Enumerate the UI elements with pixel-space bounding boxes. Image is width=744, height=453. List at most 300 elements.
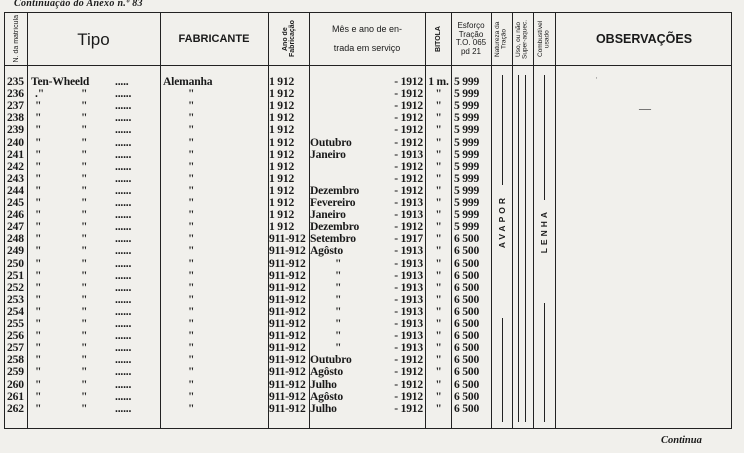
cell-bitola: " bbox=[435, 268, 442, 282]
cell-ano-servico: - 1913 bbox=[394, 244, 423, 258]
cell-fabricante: " bbox=[188, 220, 195, 234]
cell-ano-fabricacao: 1 912 bbox=[269, 183, 295, 197]
cell-esforco-tracao: 6 500 bbox=[454, 280, 480, 294]
cell-bitola: " bbox=[435, 377, 442, 391]
cell-tipo-dots: ...... bbox=[115, 377, 132, 391]
cell-tipo-ditto: " bbox=[81, 232, 88, 246]
cell-matricula: 260 bbox=[7, 377, 24, 391]
page-header-note: Continuação do Anexo n.º 83 bbox=[14, 0, 143, 9]
col-divider bbox=[451, 13, 452, 428]
cell-ano-fabricacao: 1 912 bbox=[269, 196, 295, 209]
col-divider bbox=[27, 13, 28, 428]
cell-tipo-ditto: " bbox=[81, 171, 88, 185]
cell-ano-fabricacao: 911-912 bbox=[269, 329, 306, 343]
cell-tipo-dots: ...... bbox=[115, 232, 132, 246]
cell-esforco-tracao: 5 999 bbox=[454, 220, 480, 234]
cell-matricula: 246 bbox=[7, 208, 24, 222]
cell-bitola: " bbox=[435, 99, 442, 113]
cell-esforco-tracao: 5 999 bbox=[454, 135, 480, 149]
cell-matricula: 240 bbox=[7, 135, 24, 149]
cell-bitola: " bbox=[435, 220, 442, 234]
cell-tipo: " bbox=[35, 111, 42, 125]
cell-tipo-dots: ...... bbox=[115, 292, 132, 306]
cell-tipo-dots: ...... bbox=[115, 220, 132, 234]
cell-ano-servico: - 1913 bbox=[394, 147, 423, 161]
cell-esforco-tracao: 6 500 bbox=[454, 341, 480, 355]
cell-esforco-tracao: 5 999 bbox=[454, 159, 480, 173]
natureza-bar-upper bbox=[502, 75, 503, 185]
cell-matricula: 248 bbox=[7, 232, 24, 246]
cell-ano-servico: - 1912 bbox=[394, 123, 423, 137]
cell-tipo-ditto: " bbox=[81, 111, 88, 125]
cell-ano-fabricacao: 1 912 bbox=[269, 111, 295, 125]
cell-tipo-dots: ...... bbox=[115, 317, 132, 330]
cell-tipo: " bbox=[35, 220, 42, 234]
cell-matricula: 238 bbox=[7, 111, 24, 125]
cell-ano-servico: - 1912 bbox=[394, 135, 423, 149]
cell-esforco-tracao: 6 500 bbox=[454, 292, 480, 306]
cell-ano-servico: - 1912 bbox=[394, 389, 423, 403]
cell-tipo-dots: ...... bbox=[115, 389, 132, 403]
cell-tipo-dots: ...... bbox=[115, 268, 132, 282]
cell-bitola: " bbox=[435, 401, 442, 415]
cell-bitola: " bbox=[435, 135, 442, 149]
cell-tipo-ditto: " bbox=[81, 353, 88, 367]
cell-esforco-tracao: 5 999 bbox=[454, 183, 480, 197]
col-divider bbox=[512, 13, 513, 428]
cell-fabricante: " bbox=[188, 123, 195, 137]
cell-tipo-ditto: " bbox=[81, 317, 88, 330]
cell-mes-servico bbox=[310, 88, 374, 99]
cell-mes-servico: " bbox=[335, 292, 342, 306]
cell-mes-servico: Julho bbox=[310, 401, 337, 415]
cell-tipo: " bbox=[35, 135, 42, 149]
cell-tipo: " bbox=[35, 183, 42, 197]
cell-ano-fabricacao: 1 912 bbox=[269, 220, 295, 234]
header-mes-line2: trada em serviço bbox=[333, 43, 401, 53]
cell-matricula: 243 bbox=[7, 171, 24, 185]
cell-mes-servico: " bbox=[335, 304, 342, 318]
cell-bitola: " bbox=[435, 244, 442, 258]
cell-tipo-dots: ...... bbox=[115, 147, 132, 161]
cell-mes-servico bbox=[310, 100, 374, 111]
cell-mes-servico: Outubro bbox=[310, 353, 352, 367]
cell-ano-fabricacao: 911-912 bbox=[269, 292, 306, 306]
col-divider bbox=[533, 13, 534, 428]
combustivel-lenha-label: LENHA bbox=[539, 209, 549, 254]
cell-ano-servico: - 1912 bbox=[394, 99, 423, 113]
cell-mes-servico: " bbox=[335, 256, 342, 270]
cell-bitola: " bbox=[435, 280, 442, 294]
cell-ano-servico: - 1912 bbox=[394, 183, 423, 197]
col-divider bbox=[160, 13, 161, 428]
cell-matricula: 236 bbox=[7, 87, 24, 101]
cell-tipo-ditto: " bbox=[81, 159, 88, 173]
cell-tipo-dots: ...... bbox=[115, 171, 132, 185]
cell-mes-servico: Agôsto bbox=[310, 365, 343, 379]
cell-tipo: " bbox=[35, 292, 42, 306]
combustivel-bar-lower bbox=[544, 303, 545, 422]
cell-tipo: " bbox=[35, 159, 42, 173]
cell-ano-fabricacao: 911-912 bbox=[269, 377, 306, 391]
header-bitola bbox=[425, 13, 451, 65]
header-esforco-2: Tração bbox=[458, 29, 484, 39]
header-fabricante: FABRICANTE bbox=[178, 32, 250, 45]
cell-matricula: 254 bbox=[7, 304, 24, 318]
cell-tipo-ditto: " bbox=[81, 341, 88, 355]
cell-tipo-ditto: " bbox=[81, 147, 88, 161]
cell-mes-servico bbox=[310, 173, 374, 184]
cell-tipo-dots: ...... bbox=[115, 183, 132, 197]
header-natureza-text: Natureza da Tração bbox=[494, 21, 508, 57]
cell-matricula: 245 bbox=[7, 196, 24, 209]
cell-mes-servico: " bbox=[335, 280, 342, 294]
cell-ano-fabricacao: 911-912 bbox=[269, 401, 306, 415]
cell-mes-servico: Agôsto bbox=[310, 244, 343, 258]
cell-esforco-tracao: 5 999 bbox=[454, 171, 480, 185]
cell-tipo: " bbox=[35, 244, 42, 258]
header-mes-ano-servico bbox=[309, 13, 425, 65]
cell-mes-servico: Dezembro bbox=[310, 183, 360, 197]
cell-bitola: " bbox=[435, 292, 442, 306]
cell-fabricante: " bbox=[188, 135, 195, 149]
cell-bitola: 1 m. bbox=[428, 75, 449, 88]
cell-tipo-dots: ...... bbox=[115, 401, 132, 415]
cell-tipo-dots: ...... bbox=[115, 111, 132, 125]
cell-tipo-dots: ...... bbox=[115, 341, 132, 355]
cell-ano-fabricacao: 1 912 bbox=[269, 147, 295, 161]
header-esforco-3: T.O. 065 bbox=[455, 38, 487, 47]
cell-tipo-dots: ...... bbox=[115, 256, 132, 270]
cell-ano-servico: - 1913 bbox=[394, 268, 423, 282]
header-observacoes: OBSERVAÇÕES bbox=[595, 31, 693, 46]
cell-ano-fabricacao: 1 912 bbox=[269, 99, 295, 113]
cell-fabricante: " bbox=[188, 183, 195, 197]
cell-tipo: " bbox=[35, 147, 42, 161]
col-divider bbox=[491, 13, 492, 428]
cell-fabricante: " bbox=[188, 147, 195, 161]
cell-bitola: " bbox=[435, 159, 442, 173]
cell-tipo: " bbox=[35, 99, 42, 113]
cell-ano-servico: - 1913 bbox=[394, 341, 423, 355]
cell-tipo-dots: ...... bbox=[115, 123, 132, 137]
cell-tipo-dots: ..... bbox=[115, 75, 129, 88]
continua-footer: Continua bbox=[661, 435, 702, 446]
cell-esforco-tracao: 6 500 bbox=[454, 317, 480, 330]
header-esforco-tracao bbox=[451, 13, 491, 65]
cell-tipo-dots: ...... bbox=[115, 99, 132, 113]
cell-tipo-dots: ...... bbox=[115, 135, 132, 149]
cell-bitola: " bbox=[435, 389, 442, 403]
cell-matricula: 242 bbox=[7, 159, 24, 173]
cell-fabricante: " bbox=[188, 159, 195, 173]
cell-ano-fabricacao: 911-912 bbox=[269, 365, 306, 379]
cell-ano-servico: - 1912 bbox=[394, 75, 423, 88]
cell-fabricante: " bbox=[188, 341, 195, 355]
cell-mes-servico: " bbox=[335, 268, 342, 282]
cell-fabricante: " bbox=[188, 99, 195, 113]
cell-matricula: 261 bbox=[7, 389, 24, 403]
cell-esforco-tracao: 6 500 bbox=[454, 244, 480, 258]
cell-fabricante: " bbox=[188, 377, 195, 391]
cell-mes-servico bbox=[310, 124, 374, 135]
cell-bitola: " bbox=[435, 87, 442, 101]
cell-tipo-dots: ...... bbox=[115, 244, 132, 258]
cell-matricula: 256 bbox=[7, 329, 24, 343]
header-superaquec-text: Uso, ou não Super-aquec. bbox=[515, 19, 529, 59]
cell-tipo: " bbox=[35, 353, 42, 367]
cell-esforco-tracao: 5 999 bbox=[454, 75, 480, 88]
cell-mes-servico: Dezembro bbox=[310, 220, 360, 234]
cell-tipo-ditto: " bbox=[81, 377, 88, 391]
cell-ano-fabricacao: 911-912 bbox=[269, 341, 306, 355]
cell-matricula: 239 bbox=[7, 123, 24, 137]
locomotive-register-table bbox=[4, 12, 732, 429]
cell-bitola: " bbox=[435, 256, 442, 270]
cell-mes-servico bbox=[310, 112, 374, 123]
cell-mes-servico: " bbox=[335, 341, 342, 355]
header-divider bbox=[5, 65, 731, 66]
header-ano-text: Ano de Fabricação bbox=[281, 20, 296, 58]
cell-tipo-ditto: " bbox=[81, 183, 88, 197]
cell-ano-servico: - 1913 bbox=[394, 280, 423, 294]
cell-matricula: 262 bbox=[7, 401, 24, 415]
cell-mes-servico: " bbox=[335, 317, 342, 330]
cell-fabricante: " bbox=[188, 244, 195, 258]
cell-matricula: 241 bbox=[7, 147, 24, 161]
cell-tipo-ditto: " bbox=[81, 99, 88, 113]
cell-tipo-ditto: " bbox=[81, 401, 88, 415]
cell-tipo-dots: ...... bbox=[115, 365, 132, 379]
cell-ano-servico: - 1913 bbox=[394, 208, 423, 222]
cell-matricula: 258 bbox=[7, 353, 24, 367]
cell-esforco-tracao: 6 500 bbox=[454, 329, 480, 343]
cell-matricula: 250 bbox=[7, 256, 24, 270]
cell-ano-servico: - 1912 bbox=[394, 220, 423, 234]
cell-fabricante: " bbox=[188, 401, 195, 415]
cell-tipo-ditto: " bbox=[81, 135, 88, 149]
cell-fabricante: " bbox=[188, 171, 195, 185]
header-bitola-text: BITOLA bbox=[434, 26, 442, 52]
cell-ano-fabricacao: 911-912 bbox=[269, 304, 306, 318]
cell-tipo-ditto: " bbox=[81, 304, 88, 318]
cell-esforco-tracao: 6 500 bbox=[454, 353, 480, 367]
cell-ano-fabricacao: 1 912 bbox=[269, 75, 295, 88]
cell-tipo-ditto: " bbox=[81, 87, 88, 101]
cell-bitola: " bbox=[435, 123, 442, 137]
superaquec-bar-left bbox=[518, 75, 519, 422]
cell-ano-fabricacao: 1 912 bbox=[269, 123, 295, 137]
cell-tipo: " bbox=[35, 280, 42, 294]
cell-tipo-dots: ...... bbox=[115, 196, 132, 209]
cell-ano-fabricacao: 911-912 bbox=[269, 353, 306, 367]
cell-matricula: 235 bbox=[7, 75, 24, 88]
natureza-vapor-label: AVAPOR bbox=[497, 195, 507, 249]
cell-bitola: " bbox=[435, 111, 442, 125]
cell-tipo-ditto: " bbox=[81, 196, 88, 209]
observacoes-speck: · bbox=[595, 73, 598, 83]
cell-tipo: " bbox=[35, 232, 42, 246]
header-superaquecimento bbox=[512, 13, 533, 65]
cell-ano-fabricacao: 1 912 bbox=[269, 135, 295, 149]
header-mes-line1: Mês e ano de en- bbox=[331, 24, 403, 34]
header-matricula-text: N. da matrícula bbox=[12, 15, 20, 63]
cell-tipo: " bbox=[35, 123, 42, 137]
cell-esforco-tracao: 5 999 bbox=[454, 111, 480, 125]
cell-bitola: " bbox=[435, 365, 442, 379]
header-tipo: Tipo bbox=[77, 29, 110, 49]
cell-bitola: " bbox=[435, 317, 442, 330]
cell-esforco-tracao: 6 500 bbox=[454, 232, 480, 246]
cell-matricula: 249 bbox=[7, 244, 24, 258]
cell-esforco-tracao: 5 999 bbox=[454, 87, 480, 101]
cell-tipo-dots: ...... bbox=[115, 329, 132, 343]
cell-matricula: 252 bbox=[7, 280, 24, 294]
cell-esforco-tracao: 6 500 bbox=[454, 389, 480, 403]
cell-tipo-dots: ...... bbox=[115, 208, 132, 222]
cell-tipo-ditto: " bbox=[81, 123, 88, 137]
cell-tipo-dots: ...... bbox=[115, 353, 132, 367]
cell-fabricante: " bbox=[188, 196, 195, 209]
cell-tipo: " bbox=[35, 341, 42, 355]
cell-ano-servico: - 1912 bbox=[394, 171, 423, 185]
cell-tipo-ditto: " bbox=[81, 329, 88, 343]
cell-mes-servico: Julho bbox=[310, 377, 337, 391]
cell-bitola: " bbox=[435, 353, 442, 367]
cell-tipo-ditto: " bbox=[81, 268, 88, 282]
cell-bitola: " bbox=[435, 341, 442, 355]
cell-fabricante: " bbox=[188, 329, 195, 343]
cell-bitola: " bbox=[435, 183, 442, 197]
cell-mes-servico: Agôsto bbox=[310, 389, 343, 403]
cell-esforco-tracao: 5 999 bbox=[454, 99, 480, 113]
cell-tipo-dots: ...... bbox=[115, 280, 132, 294]
cell-ano-servico: - 1913 bbox=[394, 196, 423, 209]
cell-matricula: 255 bbox=[7, 317, 24, 330]
cell-ano-servico: - 1913 bbox=[394, 256, 423, 270]
cell-esforco-tracao: 6 500 bbox=[454, 377, 480, 391]
cell-tipo-dots: ...... bbox=[115, 159, 132, 173]
cell-ano-servico: - 1912 bbox=[394, 377, 423, 391]
cell-fabricante: " bbox=[188, 208, 195, 222]
cell-ano-fabricacao: 911-912 bbox=[269, 244, 306, 258]
cell-ano-servico: - 1912 bbox=[394, 111, 423, 125]
cell-mes-servico: Fevereiro bbox=[310, 196, 356, 209]
cell-matricula: 257 bbox=[7, 341, 24, 355]
cell-fabricante: Alemanha bbox=[163, 75, 213, 88]
cell-tipo: " bbox=[35, 389, 42, 403]
cell-tipo: " bbox=[35, 365, 42, 379]
cell-tipo: " bbox=[35, 196, 42, 209]
cell-tipo: " bbox=[35, 268, 42, 282]
header-esforco-4: pd 21 bbox=[460, 46, 482, 56]
cell-matricula: 251 bbox=[7, 268, 24, 282]
cell-tipo: " bbox=[35, 401, 42, 415]
cell-ano-servico: - 1913 bbox=[394, 329, 423, 343]
cell-ano-servico: - 1917 bbox=[394, 232, 423, 246]
cell-mes-servico: Setembro bbox=[310, 232, 356, 246]
cell-matricula: 237 bbox=[7, 99, 24, 113]
cell-ano-fabricacao: 911-912 bbox=[269, 268, 306, 282]
cell-mes-servico: Janeiro bbox=[310, 147, 346, 161]
cell-tipo-ditto: " bbox=[81, 389, 88, 403]
cell-matricula: 247 bbox=[7, 220, 24, 234]
cell-matricula: 259 bbox=[7, 365, 24, 379]
superaquec-bar-right bbox=[525, 75, 526, 422]
cell-ano-servico: - 1912 bbox=[394, 401, 423, 415]
cell-esforco-tracao: 5 999 bbox=[454, 123, 480, 137]
header-ano-fabricacao bbox=[268, 13, 309, 65]
cell-tipo-ditto: " bbox=[81, 292, 88, 306]
cell-esforco-tracao: 6 500 bbox=[454, 401, 480, 415]
cell-fabricante: " bbox=[188, 87, 195, 101]
cell-fabricante: " bbox=[188, 292, 195, 306]
cell-tipo-dots: ...... bbox=[115, 87, 132, 101]
cell-tipo: ." bbox=[35, 87, 44, 101]
cell-esforco-tracao: 5 999 bbox=[454, 147, 480, 161]
cell-tipo-ditto: " bbox=[81, 220, 88, 234]
cell-ano-fabricacao: 911-912 bbox=[269, 256, 306, 270]
cell-tipo: " bbox=[35, 377, 42, 391]
cell-tipo-ditto: " bbox=[81, 365, 88, 379]
cell-ano-fabricacao: 1 912 bbox=[269, 208, 295, 222]
cell-esforco-tracao: 6 500 bbox=[454, 256, 480, 270]
cell-ano-servico: - 1913 bbox=[394, 292, 423, 306]
cell-fabricante: " bbox=[188, 353, 195, 367]
cell-fabricante: " bbox=[188, 304, 195, 318]
cell-matricula: 244 bbox=[7, 183, 24, 197]
cell-ano-fabricacao: 1 912 bbox=[269, 171, 295, 185]
cell-tipo-ditto: " bbox=[81, 256, 88, 270]
cell-ano-fabricacao: 911-912 bbox=[269, 232, 306, 246]
cell-tipo: " bbox=[35, 329, 42, 343]
cell-fabricante: " bbox=[188, 256, 195, 270]
cell-tipo: Ten-Wheeld bbox=[31, 75, 90, 88]
cell-esforco-tracao: 5 999 bbox=[454, 196, 480, 209]
cell-esforco-tracao: 6 500 bbox=[454, 268, 480, 282]
cell-tipo: " bbox=[35, 171, 42, 185]
cell-matricula: 253 bbox=[7, 292, 24, 306]
cell-esforco-tracao: 5 999 bbox=[454, 208, 480, 222]
cell-tipo-ditto: " bbox=[81, 208, 88, 222]
cell-bitola: " bbox=[435, 196, 442, 209]
cell-fabricante: " bbox=[188, 389, 195, 403]
header-combustivel-text: Combustível usado bbox=[536, 20, 550, 58]
cell-ano-servico: - 1912 bbox=[394, 159, 423, 173]
cell-fabricante: " bbox=[188, 232, 195, 246]
cell-bitola: " bbox=[435, 304, 442, 318]
header-combustivel bbox=[533, 13, 555, 65]
cell-bitola: " bbox=[435, 147, 442, 161]
cell-fabricante: " bbox=[188, 365, 195, 379]
cell-mes-servico: " bbox=[335, 329, 342, 343]
cell-ano-servico: - 1912 bbox=[394, 365, 423, 379]
header-natureza-tracao bbox=[491, 13, 512, 65]
cell-ano-servico: - 1912 bbox=[394, 353, 423, 367]
cell-tipo: " bbox=[35, 256, 42, 270]
cell-bitola: " bbox=[435, 208, 442, 222]
observacoes-dash-mark: — bbox=[639, 101, 651, 115]
cell-fabricante: " bbox=[188, 268, 195, 282]
cell-ano-fabricacao: 1 912 bbox=[269, 159, 295, 173]
natureza-bar-lower bbox=[502, 318, 503, 422]
header-matricula bbox=[5, 13, 27, 65]
combustivel-bar-upper bbox=[544, 75, 545, 200]
cell-tipo: " bbox=[35, 317, 42, 330]
cell-ano-fabricacao: 911-912 bbox=[269, 317, 306, 330]
col-divider bbox=[555, 13, 556, 428]
cell-mes-servico: Janeiro bbox=[310, 208, 346, 222]
